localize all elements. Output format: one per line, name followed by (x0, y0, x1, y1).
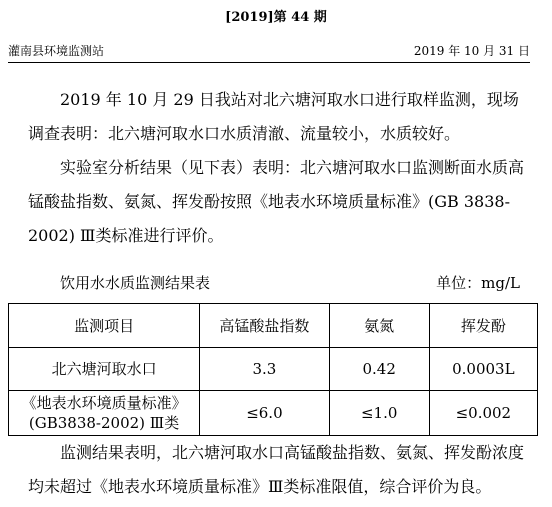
water-quality-table (8, 303, 538, 436)
table-cell: 3.3 (200, 348, 330, 391)
document-meta (8, 42, 530, 59)
table-row (9, 348, 538, 391)
report-date: 2019 年 10 月 31 日 (413, 44, 530, 58)
table-cell: ≤6.0 (200, 391, 330, 436)
header-divider (8, 62, 530, 63)
table-cell: 北六塘河取水口 (9, 348, 200, 391)
table-cell: ≤1.0 (329, 391, 429, 436)
table-cell: 《地表水环境质量标准》(GB3838-2002) Ⅲ类 (9, 391, 200, 436)
header-cell: 氨氮 (329, 304, 429, 348)
paragraph-conclusion: 监测结果表明，北六塘河取水口高锰酸盐指数、氨氮、挥发酚浓度均未超过《地表水环境质量标准》Ⅲ类标准限值，综合评价为良。 (28, 443, 525, 496)
table-cell: ≤0.002 (429, 391, 537, 436)
header-cell: 挥发酚 (429, 304, 537, 348)
table-header-row (9, 304, 538, 348)
table-title: 饮用水水质监测结果表 (60, 274, 211, 292)
table-caption (60, 272, 520, 293)
paragraph-analysis: 实验室分析结果（见下表）表明：北六塘河取水口监测断面水质高锰酸盐指数、氨氮、挥发酚按照《地表水环境质量标准》(GB 3838-2002) Ⅲ类标准进行评价。 (28, 158, 525, 245)
paragraph-sampling: 2019 年 10 月 29 日我站对北六塘河取水口进行取样监测，现场调查表明：北六塘河取水口水质清澈、流量较小，水质较好。 (28, 90, 519, 143)
header-cell: 高锰酸盐指数 (200, 304, 330, 348)
organization-name: 灌南县环境监测站 (8, 44, 105, 58)
table-cell: 0.42 (329, 348, 429, 391)
table-cell: 0.0003L (429, 348, 537, 391)
table-unit: 单位：mg/L (436, 274, 520, 292)
header-cell: 监测项目 (9, 304, 200, 348)
issue-number: [2019]第 44 期 (225, 10, 327, 25)
table-row (9, 391, 538, 436)
